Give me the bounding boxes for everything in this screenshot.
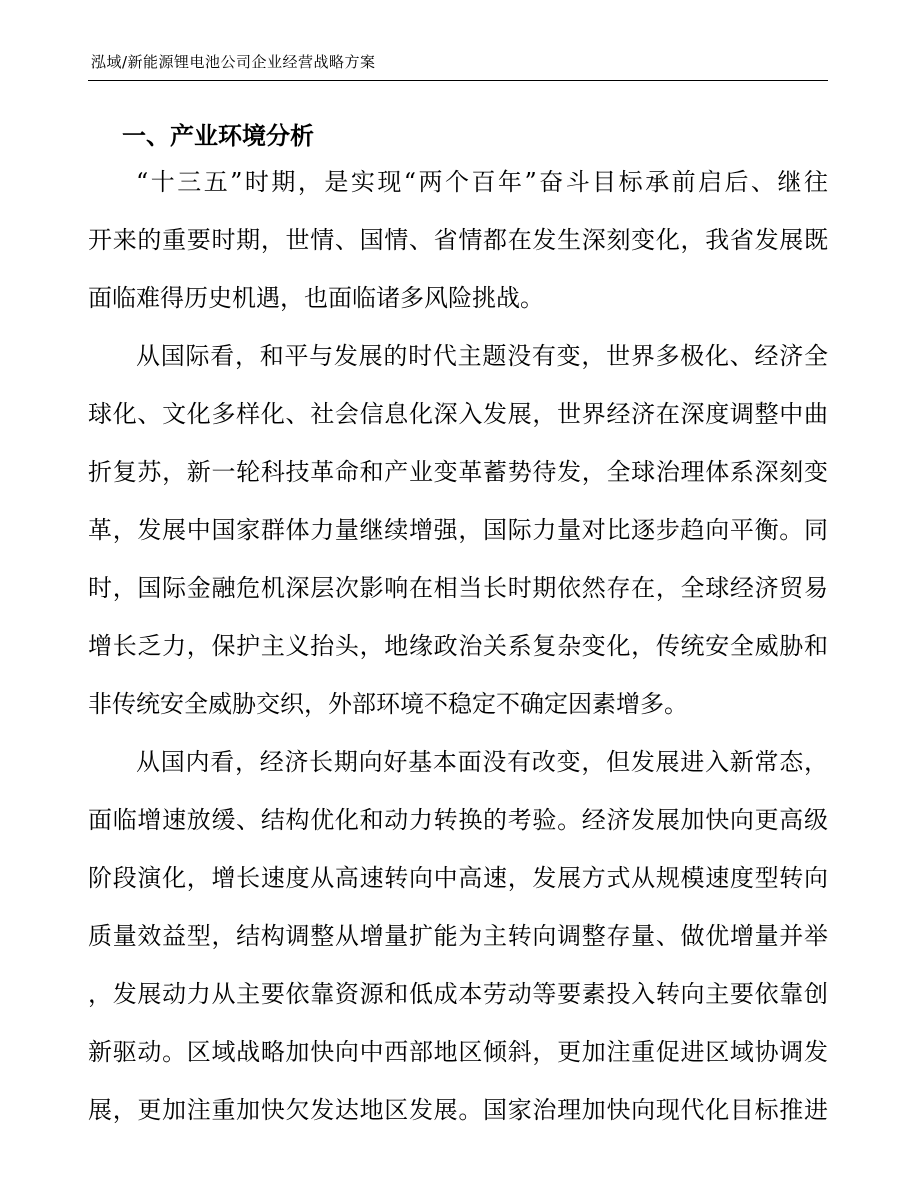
- text-line: 展，更加注重加快欠发达地区发展。国家治理加快向现代化目标推进: [88, 1096, 828, 1124]
- section-heading: 一、产业环境分析: [122, 122, 314, 150]
- body-text: [88, 153, 828, 1139]
- text-line: 非传统安全威胁交织，外部环境不稳定不确定因素增多。: [88, 690, 688, 718]
- header-divider: [88, 80, 828, 81]
- text-line: “十三五”时期，是实现“两个百年”奋斗目标承前启后、继往: [136, 168, 828, 196]
- text-line: 阶段演化，增长速度从高速转向中高速，发展方式从规模速度型转向: [88, 864, 828, 892]
- text-line: 增长乏力，保护主义抬头，地缘政治关系复杂变化，传统安全威胁和: [88, 632, 828, 660]
- running-header: 泓域/新能源锂电池公司企业经营战略方案: [91, 53, 376, 71]
- text-line: 折复苏，新一轮科技革命和产业变革蓄势待发，全球治理体系深刻变: [88, 458, 828, 486]
- text-line: 开来的重要时期，世情、国情、省情都在发生深刻变化，我省发展既: [88, 226, 828, 254]
- text-line: 新驱动。区域战略加快向中西部地区倾斜，更加注重促进区域协调发: [88, 1038, 828, 1066]
- text-line: ，发展动力从主要依靠资源和低成本劳动等要素投入转向主要依靠创: [88, 980, 828, 1008]
- text-line: 面临难得历史机遇，也面临诸多风险挑战。: [88, 284, 544, 312]
- text-line: 球化、文化多样化、社会信息化深入发展，世界经济在深度调整中曲: [88, 400, 828, 428]
- paragraph-3: [88, 733, 828, 1139]
- text-line: 从国内看，经济长期向好基本面没有改变，但发展进入新常态，: [136, 748, 828, 776]
- text-line: 时，国际金融危机深层次影响在相当长时期依然存在，全球经济贸易: [88, 574, 828, 602]
- text-line: 质量效益型，结构调整从增量扩能为主转向调整存量、做优增量并举: [88, 922, 828, 950]
- text-line: 革，发展中国家群体力量继续增强，国际力量对比逐步趋向平衡。同: [88, 516, 828, 544]
- text-line: 面临增速放缓、结构优化和动力转换的考验。经济发展加快向更高级: [88, 806, 828, 834]
- paragraph-1: [88, 153, 828, 327]
- paragraph-2: [88, 327, 828, 733]
- text-line: 从国际看，和平与发展的时代主题没有变，世界多极化、经济全: [136, 342, 828, 370]
